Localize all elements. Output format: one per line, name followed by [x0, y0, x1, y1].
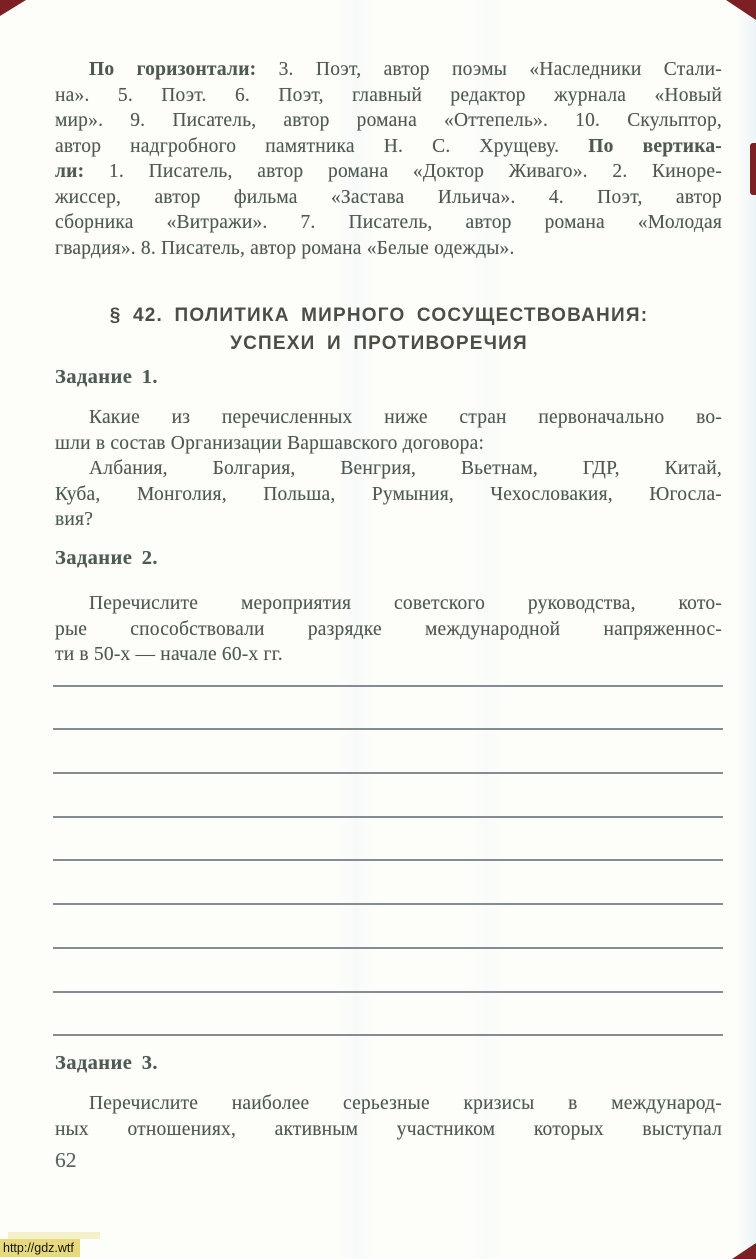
answer-line — [53, 993, 723, 1037]
text-line: гвардия». 8. Писатель, автор романа «Белые одежды». — [55, 237, 515, 259]
text-line: ти в 50-х — начале 60-х гг. — [55, 644, 283, 665]
section-header-line1: § 42. ПОЛИТИКА МИРНОГО СОСУЩЕСТВОВАНИЯ: — [109, 305, 649, 326]
text-line: автор надгробного памятника Н. С. Хрущеву. По вертика- — [55, 135, 723, 157]
crossword-clues-paragraph — [55, 57, 722, 261]
answer-line — [53, 774, 723, 818]
answer-line — [53, 687, 723, 731]
task-1-label: Задание 1. — [55, 366, 158, 388]
text-line: жиссер, автор фильма «Застава Ильича». 4. Поэт, автор — [55, 186, 722, 208]
answer-line — [53, 861, 723, 905]
text-line: сборника «Витражи». 7. Писатель, автор романа «Молодая — [55, 212, 722, 233]
book-edge-mark-right — [750, 143, 756, 195]
text-line: шли в состав Организации Варшавского договора: — [55, 432, 485, 454]
book-edge-mark-top-right — [726, 0, 756, 20]
watermark-url: http://gdz.wtf — [0, 1239, 80, 1257]
text-line: мир». 9. Писатель, автор романа «Оттепель». 10. Скульптор, — [55, 110, 722, 131]
task-3-label: Задание 3. — [55, 1052, 158, 1074]
answer-line — [53, 905, 723, 949]
text-line: ных отношениях, активным участником которых выступал — [55, 1118, 722, 1140]
text-line: Куба, Монголия, Польша, Румыния, Чехословакия, Югосла- — [55, 483, 722, 505]
answer-line — [53, 949, 723, 993]
section-42-header — [34, 302, 724, 358]
task-2-label: Задание 2. — [55, 547, 158, 569]
page-number: 62 — [55, 1148, 77, 1172]
text-line: Какие из перечисленных ниже стран первоначально во- — [89, 407, 722, 428]
text-line: Перечислите мероприятия советского руководства, кото- — [89, 593, 722, 614]
answer-lines-area — [53, 643, 723, 1036]
text-line: Перечислите наиболее серьезные кризисы в международ- — [89, 1093, 722, 1114]
answer-line — [53, 730, 723, 774]
watermark-highlight-strip — [8, 1232, 100, 1239]
text-line: ли: 1. Писатель, автор романа «Доктор Живаго». 2. Киноре- — [55, 161, 722, 182]
text-line: на». 5. Поэт. 6. Поэт, главный редактор журнала «Новый — [55, 84, 722, 106]
answer-line — [53, 818, 723, 862]
text-line: вия? — [55, 509, 94, 530]
text-line: Албания, Болгария, Венгрия, Вьетнам, ГДР, Китай, — [89, 458, 722, 479]
task-1-question-paragraph — [55, 405, 722, 533]
task-3-question-paragraph — [55, 1091, 722, 1142]
section-header-line2: УСПЕХИ И ПРОТИВОРЕЧИЯ — [230, 333, 528, 354]
book-edge-mark-top-left — [0, 0, 26, 16]
text-line: рые способствовали разрядке международной напряженнос- — [55, 618, 722, 640]
book-edge-mark-bottom-right — [732, 1243, 756, 1259]
answer-line — [53, 643, 723, 687]
text-line: По горизонтали: 3. Поэт, автор поэмы «Наследники Стали- — [89, 59, 723, 80]
